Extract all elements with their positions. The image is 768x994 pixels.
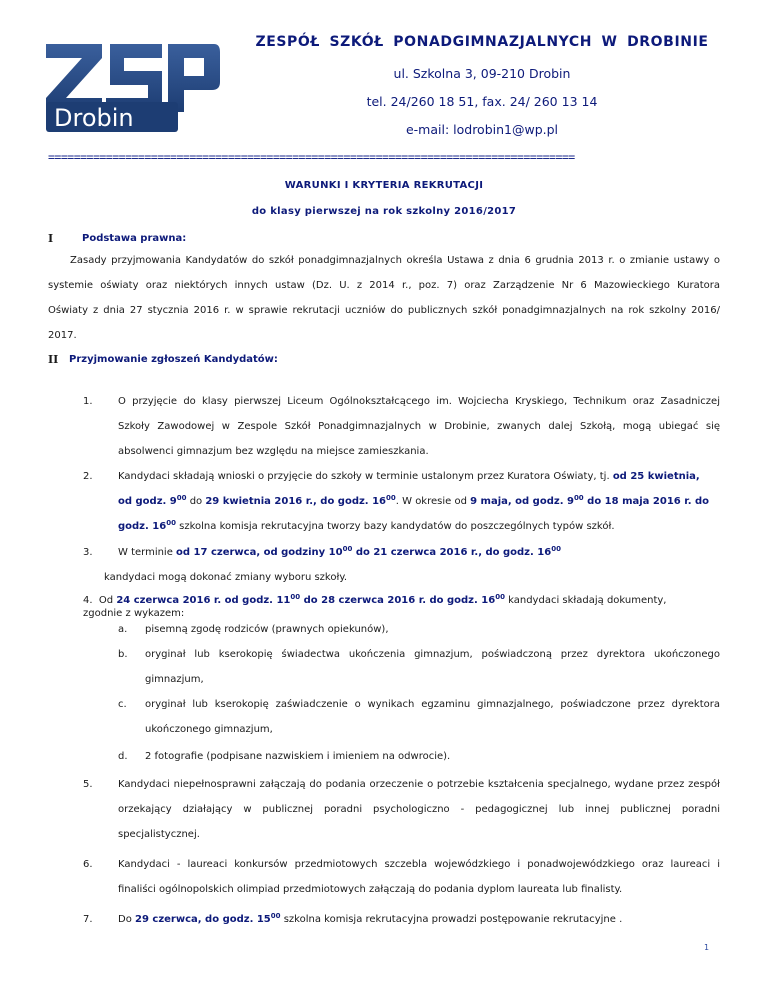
- item-1-line: absolwenci gimnazjum bez względu na miejsce zamieszkania.: [118, 446, 429, 457]
- item-2-number: 2.: [83, 471, 93, 482]
- section-2-number: II: [48, 353, 59, 366]
- item-4c-text: oryginał lub kserokopię zaświadczenie o wynikach egzaminu gimnazjalnego, poświadczone przez dyrektora: [145, 699, 720, 710]
- document-subtitle: do klasy pierwszej na rok szkolny 2016/2017: [251, 206, 517, 217]
- section-1-number: I: [48, 232, 54, 245]
- section-1-line: systemie oświaty oraz niektórych innych ustaw (Dz. U. z 2014 r., poz. 7) oraz Zarządzenie Nr 6 Mazowieckiego Kuratora: [48, 280, 720, 291]
- item-4b-text: oryginał lub kserokopię świadectwa ukończenia gimnazjum, poświadczoną przez dyrektora ukończonego: [145, 649, 720, 660]
- item-2-line-2: od godz. $9^{00}$ do 29 kwietnia 2016 r., do godz. $16^{00}$. W okresie od 9 maja, od godz. $9^{00}$ do 18 maja 2016 r. do: [118, 494, 710, 507]
- address: ul. Szkolna 3, 09-210 Drobin: [393, 66, 571, 81]
- item-4b-letter: b.: [118, 649, 128, 660]
- header-separator: ==================================================================================: [48, 150, 575, 164]
- section-1-line: Zasady przyjmowania Kandydatów do szkół ponadgimnazjalnych określa Ustawa z dnia 6 grudnia 2013 r. o zmianie ustawy o: [70, 255, 720, 266]
- section-1-title: Podstawa prawna:: [82, 233, 187, 244]
- section-1-line: 2017.: [48, 330, 77, 341]
- phone-fax: tel. 24/260 18 51, fax. 24/ 260 13 14: [366, 94, 598, 109]
- item-4-line-2: zgodnie z wykazem:: [83, 608, 185, 619]
- item-4a-letter: a.: [118, 624, 128, 635]
- item-3-line-2: kandydaci mogą dokonać zmiany wyboru szkoły.: [104, 572, 347, 583]
- item-4c-text: ukończonego gimnazjum,: [145, 724, 273, 735]
- item-4c-letter: c.: [118, 699, 127, 710]
- item-5-line: specjalistycznej.: [118, 829, 200, 840]
- item-4-line-1: 4. Od 24 czerwca 2016 r. od godz. $11^{00}$ do 28 czerwca 2016 r. do godz. $16^{00}$ kandydaci składają dokumenty,: [83, 593, 667, 606]
- item-4d-letter: d.: [118, 751, 128, 762]
- item-1-line: O przyjęcie do klasy pierwszej Liceum Ogólnokształcącego im. Wojciecha Kryskiego, Technikum oraz Zasadniczej: [118, 396, 720, 407]
- school-logo: [44, 40, 220, 134]
- item-6-line: finaliści ogólnopolskich olimpiad przedmiotowych załączają do podania dyplom laureata lub finalisty.: [118, 884, 623, 895]
- item-4b-text: gimnazjum,: [145, 674, 204, 685]
- item-1-line: Szkoły Zawodowej w Zespole Szkół Ponadgimnazjalnych w Drobinie, zwanych dalej Szkołą, mogą ubiegać się: [118, 421, 720, 432]
- item-5-line: orzekający działający w publicznej poradni psychologiczno - pedagogicznej lub innej publicznej poradni: [118, 804, 720, 815]
- page-number: 1: [704, 943, 710, 952]
- item-3-line-1: W terminie od 17 czerwca, od godziny $10^{00}$ do 21 czerwca 2016 r., do godz. $16^{00}$: [118, 545, 561, 558]
- item-5-number: 5.: [83, 779, 93, 790]
- item-7-number: 7.: [83, 914, 93, 925]
- item-7-line: Do 29 czerwca, do godz. $15^{00}$ szkolna komisja rekrutacyjna prowadzi postępowanie rekrutacyjne .: [118, 912, 623, 925]
- item-4a-text: pisemną zgodę rodziców (prawnych opiekunów),: [145, 624, 389, 635]
- item-5-line: Kandydaci niepełnosprawni załączają do podania orzeczenie o potrzebie kształcenia specjalnego, wydane przez zespół: [118, 779, 720, 790]
- section-2-title: Przyjmowanie zgłoszeń Kandydatów:: [69, 354, 278, 365]
- document-title: WARUNKI I KRYTERIA REKRUTACJI: [284, 180, 484, 191]
- item-3-number: 3.: [83, 547, 93, 558]
- item-6-number: 6.: [83, 859, 93, 870]
- item-2-line-1: Kandydaci składają wnioski o przyjęcie do szkoły w terminie ustalonym przez Kuratora Oświaty, tj. od 25 kwietnia,: [118, 471, 700, 482]
- email: e-mail: lodrobin1@wp.pl: [405, 122, 559, 137]
- item-4d-text: 2 fotografie (podpisane nazwiskiem i imieniem na odwrocie).: [145, 751, 451, 762]
- section-1-line: Oświaty z dnia 27 stycznia 2016 r. w sprawie rekrutacji uczniów do publicznych szkół ponadgimnazjalnych na rok szkolny 2016/: [48, 305, 720, 316]
- school-name: ZESPÓŁ SZKÓŁ PONADGIMNAZJALNYCH W DROBINIE: [255, 34, 709, 50]
- item-1-number: 1.: [83, 396, 93, 407]
- item-6-line: Kandydaci - laureaci konkursów przedmiotowych szczebla wojewódzkiego i ponadwojewódzkiego oraz laureaci i: [118, 859, 720, 870]
- logo-subtext: Drobin: [54, 104, 134, 132]
- item-2-line-3: godz. $16^{00}$ szkolna komisja rekrutacyjna tworzy bazy kandydatów do poszczególnych typów szkół.: [118, 519, 615, 532]
